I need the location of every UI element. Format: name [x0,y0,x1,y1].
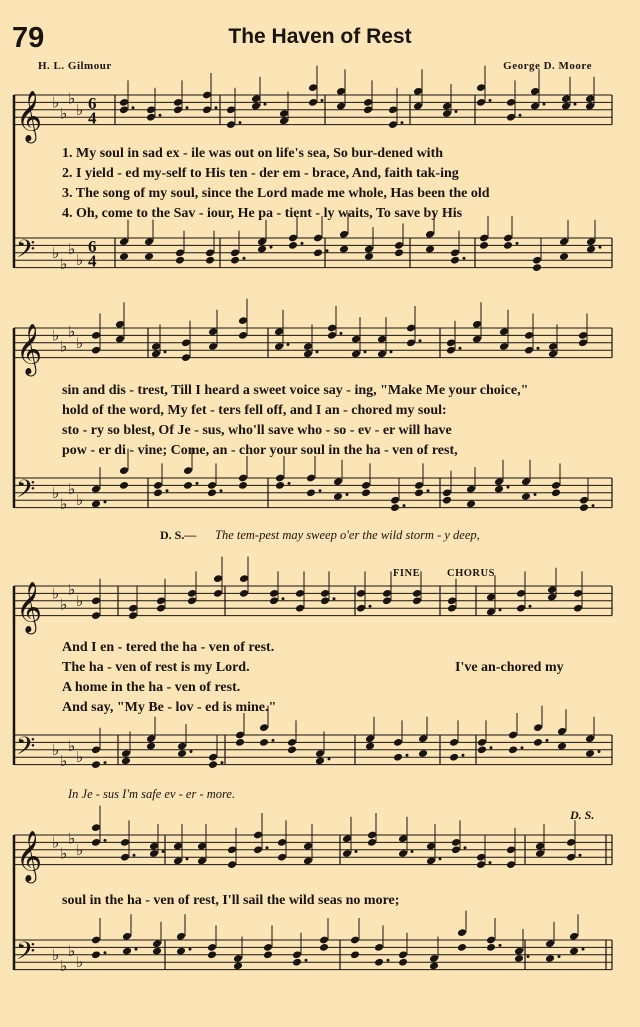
notehead [477,745,487,754]
augmentation-dot [196,482,199,485]
flat-sign: ♭ [60,751,68,770]
augmentation-dot [282,597,285,600]
notehead [350,950,360,959]
notehead [418,749,428,758]
treble-clef: 𝄞 [16,830,43,882]
flat-sign: ♭ [76,251,84,270]
augmentation-dot [321,99,324,102]
notehead [122,947,132,956]
verse-4-line-3: And say, "My Be - lov - ed is mine." [62,700,277,715]
time-signature-bottom: 4 [88,108,97,128]
flat-sign: ♭ [52,584,60,603]
flat-sign: ♭ [52,93,60,112]
augmentation-dot [387,959,390,962]
augmentation-dot [186,857,189,860]
augmentation-dot [537,347,540,350]
bass-clef: 𝄢 [16,235,36,271]
augmentation-dot [463,257,466,260]
notehead [394,248,404,257]
notehead [183,481,193,490]
augmentation-dot [546,739,549,742]
augmentation-dot [319,489,322,492]
augmentation-dot [135,948,138,951]
notehead [586,245,596,254]
augmentation-dot [340,332,343,335]
augmentation-dot [401,121,404,124]
flat-sign: ♭ [60,595,68,614]
notehead [457,943,467,952]
augmentation-dot [104,951,107,954]
notehead [263,950,273,959]
notehead [425,245,435,254]
notehead [176,947,186,956]
notehead [585,749,595,758]
augmentation-dot [527,955,530,958]
notehead [486,943,496,952]
augmentation-dot [243,257,246,260]
bass-echo-line: In Je - sus I'm safe ev - er - more. [68,787,236,801]
notehead [119,481,129,490]
flat-sign: ♭ [76,840,84,859]
flat-sign: ♭ [60,494,68,513]
notehead [91,760,101,769]
flat-sign: ♭ [52,243,60,262]
flat-sign: ♭ [68,89,76,108]
notehead [233,961,243,970]
notehead [361,488,371,497]
augmentation-dot [364,350,367,353]
hymn-number: 79 [12,22,45,54]
augmentation-dot [439,857,442,860]
notehead [533,738,543,747]
augmentation-dot [132,106,135,109]
verse-4-line-1: 4. Oh, come to the Sav - iour, He pa - tient - ly waits, To save by His [62,206,463,221]
notehead [235,738,245,747]
flat-sign: ♭ [76,100,84,119]
flat-sign: ♭ [60,254,68,273]
augmentation-dot [598,750,601,753]
augmentation-dot [239,121,242,124]
chorus-line-2: soul in the ha - ven of rest, I'll sail the wild seas no more; [62,893,400,908]
augmentation-dot [215,106,218,109]
augmentation-dot [489,861,492,864]
flat-sign: ♭ [52,740,60,759]
notehead [494,485,504,494]
time-signature-bottom: 4 [88,251,97,271]
flat-sign: ♭ [52,945,60,964]
flat-sign: ♭ [68,580,76,599]
augmentation-dot [326,249,329,252]
time-signature-top: 6 [88,93,97,113]
augmentation-dot [104,839,107,842]
augmentation-dot [355,850,358,853]
notehead [287,745,297,754]
augmentation-dot [459,347,462,350]
verse-4-line-2: pow - er di - vine; Come, an - chor your soul in the ha - ven of rest, [62,443,458,458]
augmentation-dot [270,246,273,249]
notehead [146,742,156,751]
notehead [208,760,218,769]
augmentation-dot [189,948,192,951]
augmentation-dot [489,99,492,102]
notehead [364,252,374,261]
augmentation-dot [574,103,577,106]
augmentation-dot [406,754,409,757]
treble-clef: 𝄞 [16,323,43,375]
augmentation-dot [534,493,537,496]
notehead [313,248,323,257]
bass-clef: 𝄢 [16,475,36,511]
flat-sign: ♭ [52,833,60,852]
flat-sign: ♭ [60,956,68,975]
augmentation-dot [186,106,189,109]
augmentation-dot [369,605,372,608]
notehead [153,488,163,497]
ds-label: D. S.— [160,528,197,542]
notehead [532,263,542,272]
treble-clef: 𝄞 [16,90,43,142]
ds-tempest-line: The tem-pest may sweep o'er the wild storm - y deep, [215,528,480,542]
augmentation-dot [301,242,304,245]
augmentation-dot [390,350,393,353]
augmentation-dot [159,114,162,117]
lyricist-credit: H. L. Gilmour [38,60,112,72]
flat-sign: ♭ [76,591,84,610]
notehead [91,950,101,959]
augmentation-dot [104,500,107,503]
notehead [521,492,531,501]
flat-sign: ♭ [76,333,84,352]
notehead [152,947,162,956]
notehead [292,958,302,967]
flat-sign: ♭ [60,337,68,356]
verse-1-line-3: And I en - tered the ha - ven of rest. [62,640,275,655]
notehead [275,481,285,490]
augmentation-dot [599,246,602,249]
flat-sign: ♭ [60,844,68,863]
notehead [177,749,187,758]
augmentation-dot [104,761,107,764]
chorus-marking: CHORUS [447,568,495,579]
augmentation-dot [411,850,414,853]
notehead [119,252,129,261]
notehead [339,245,349,254]
notehead [306,488,316,497]
notehead [91,499,101,508]
augmentation-dot [419,339,422,342]
augmentation-dot [516,242,519,245]
notehead [319,943,329,952]
time-signature-top: 6 [88,236,97,256]
fine-marking: FINE [393,568,421,579]
notehead [557,742,567,751]
flat-sign: ♭ [52,483,60,502]
treble-clef: 𝄞 [16,581,43,633]
augmentation-dot [190,750,193,753]
notehead [398,958,408,967]
flat-sign: ♭ [76,953,84,972]
augmentation-dot [521,746,524,749]
notehead [288,241,298,250]
notehead [569,947,579,956]
augmentation-dot [507,486,510,489]
notehead [333,492,343,501]
hymn-title: The Haven of Rest [228,25,412,48]
notehead [175,256,185,265]
notehead [365,742,375,751]
notehead [442,496,452,505]
augmentation-dot [166,489,169,492]
flat-sign: ♭ [68,240,76,259]
notehead [207,488,217,497]
notehead [514,954,524,963]
augmentation-dot [455,110,458,113]
notehead [144,252,154,261]
augmentation-dot [162,850,165,853]
notehead [205,256,215,265]
flat-sign: ♭ [76,748,84,767]
augmentation-dot [403,504,406,507]
notehead [393,753,403,762]
notehead [238,481,248,490]
ds-marking: D. S. [570,808,595,822]
augmentation-dot [288,482,291,485]
notehead [121,756,131,765]
notehead [207,950,217,959]
notehead [449,753,459,762]
verse-2-line-1: 2. I yield - ed my-self to His ten - der em - brace, And, faith tak-ing [62,166,459,181]
notehead [450,256,460,265]
augmentation-dot [558,955,561,958]
bass-clef: 𝄢 [16,937,36,973]
augmentation-dot [272,739,275,742]
verse-1-line-1: 1. My soul in sad ex - ile was out on life's sea, So bur-dened with [62,146,444,161]
bass-clef: 𝄢 [16,732,36,768]
notehead [559,252,569,261]
augmentation-dot [220,489,223,492]
flat-sign: ♭ [68,737,76,756]
composer-credit: George D. Moore [503,60,592,72]
augmentation-dot [582,948,585,951]
notehead [414,488,424,497]
notehead [508,745,518,754]
augmentation-dot [333,597,336,600]
notehead [479,241,489,250]
augmentation-dot [490,746,493,749]
notehead [390,503,400,512]
augmentation-dot [592,504,595,507]
notehead [551,488,561,497]
augmentation-dot [464,846,467,849]
notehead [503,241,513,250]
augmentation-dot [328,757,331,760]
verse-1-line-2: sin and dis - trest, Till I heard a sweet voice say - ing, "Make Me your choice," [62,383,529,398]
notehead [230,256,240,265]
verse-3-line-1: 3. The song of my soul, since the Lord made me whole, Has been the old [62,186,490,201]
augmentation-dot [266,846,269,849]
augmentation-dot [316,350,319,353]
notehead [466,499,476,508]
flat-sign: ♭ [68,480,76,499]
notehead [579,503,589,512]
flat-sign: ♭ [68,942,76,961]
augmentation-dot [221,761,224,764]
augmentation-dot [427,489,430,492]
augmentation-dot [264,103,267,106]
augmentation-dot [164,350,167,353]
augmentation-dot [499,608,502,611]
augmentation-dot [287,343,290,346]
flat-sign: ♭ [60,104,68,123]
augmentation-dot [499,944,502,947]
augmentation-dot [579,854,582,857]
flat-sign: ♭ [68,322,76,341]
augmentation-dot [462,754,465,757]
notehead [257,245,267,254]
notehead [545,954,555,963]
verse-3-line-3: A home in the ha - ven of rest. [62,680,241,695]
augmentation-dot [305,959,308,962]
verse-2-line-3: The ha - ven of rest is my Lord. [62,660,250,675]
flat-sign: ♭ [76,491,84,510]
flat-sign: ♭ [52,326,60,345]
verse-3-line-2: sto - ry so blest, Of Je - sus, who'll save who - so - ev - er will have [62,423,452,438]
chorus-line-1: I've an-chored my [455,660,564,675]
augmentation-dot [543,103,546,106]
augmentation-dot [346,493,349,496]
notehead [315,756,325,765]
augmentation-dot [133,854,136,857]
flat-sign: ♭ [68,829,76,848]
augmentation-dot [519,114,522,117]
augmentation-dot [529,605,532,608]
notehead [429,961,439,970]
verse-2-line-2: hold of the word, My fet - ters fell off, and I an - chored my soul: [62,403,447,418]
notehead [259,738,269,747]
notehead [374,958,384,967]
